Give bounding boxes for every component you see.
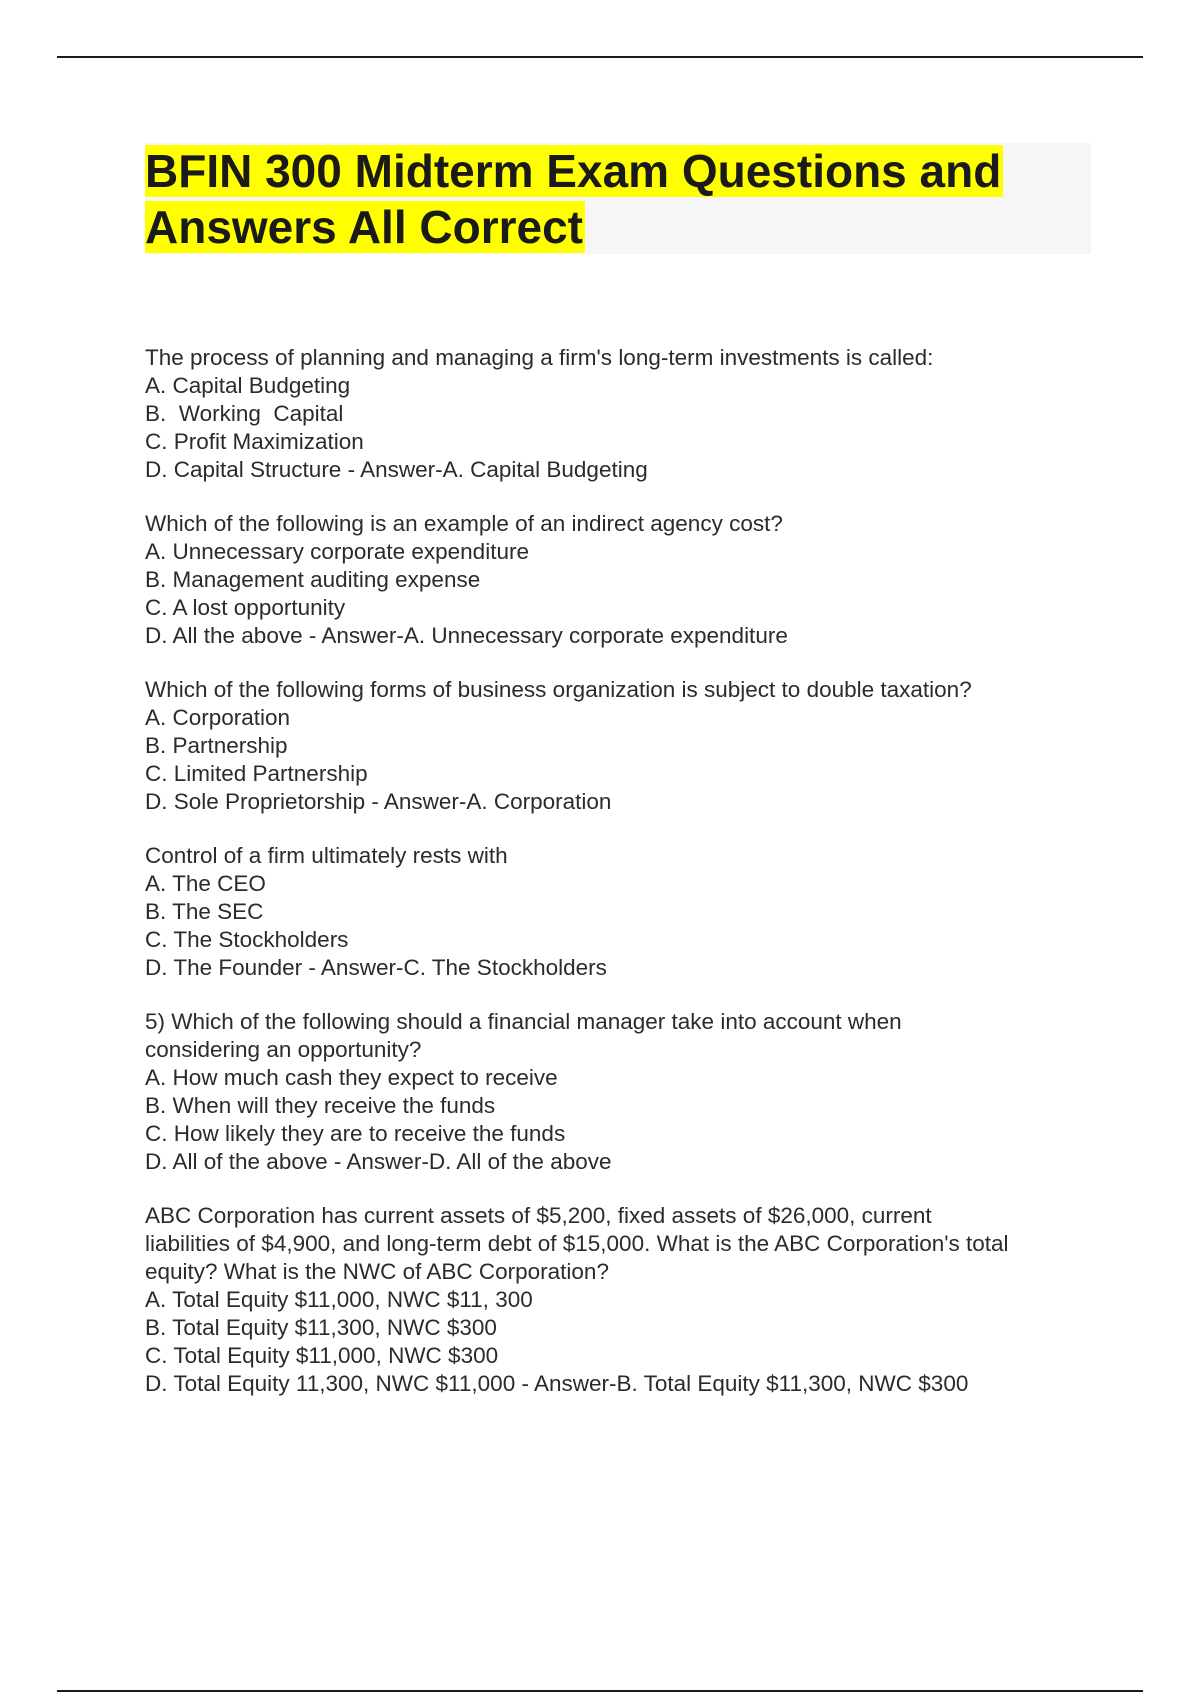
question-line: A. Total Equity $11,000, NWC $11, 300 — [145, 1287, 533, 1312]
title-block — [145, 143, 1091, 254]
question-line: D. All of the above - Answer-D. All of the above — [145, 1149, 612, 1174]
question-block — [145, 510, 1105, 650]
question-line: A. Capital Budgeting — [145, 373, 351, 398]
question-block — [145, 1202, 1105, 1398]
question-line: B. Management auditing expense — [145, 567, 481, 592]
question-text: 5) Which of the following should a financial manager take into account when — [145, 1009, 902, 1034]
question-line: D. All the above - Answer-A. Unnecessary corporate expenditure — [145, 623, 788, 648]
bottom-rule — [57, 1690, 1143, 1692]
question-line: C. Profit Maximization — [145, 429, 364, 454]
question-line: D. The Founder - Answer-C. The Stockholders — [145, 955, 607, 980]
question-line: A. Unnecessary corporate expenditure — [145, 539, 529, 564]
question-line: A. Corporation — [145, 705, 291, 730]
question-text: The process of planning and managing a firm's long-term investments is called: — [145, 345, 934, 370]
question-line: D. Sole Proprietorship - Answer-A. Corporation — [145, 789, 612, 814]
top-rule — [57, 56, 1143, 58]
question-line: D. Total Equity 11,300, NWC $11,000 - Answer-B. Total Equity $11,300, NWC $300 — [145, 1371, 969, 1396]
question-text: Which of the following is an example of an indirect agency cost? — [145, 511, 783, 536]
page-title — [145, 143, 1091, 255]
question-line: B. Working Capital — [145, 401, 344, 426]
question-text: Which of the following forms of business organization is subject to double taxation? — [145, 677, 972, 702]
question-line: liabilities of $4,900, and long-term debt of $15,000. What is the ABC Corporation's total — [145, 1231, 1009, 1256]
question-line: B. Partnership — [145, 733, 288, 758]
question-block — [145, 344, 1105, 484]
question-line: C. A lost opportunity — [145, 595, 346, 620]
question-line: B. When will they receive the funds — [145, 1093, 496, 1118]
question-line: C. How likely they are to receive the funds — [145, 1121, 566, 1146]
question-line: considering an opportunity? — [145, 1037, 422, 1062]
question-line: C. Total Equity $11,000, NWC $300 — [145, 1343, 499, 1368]
title-line-1: BFIN 300 Midterm Exam Questions and — [145, 145, 1002, 197]
question-line: A. How much cash they expect to receive — [145, 1065, 558, 1090]
question-line: B. Total Equity $11,300, NWC $300 — [145, 1315, 497, 1340]
question-block — [145, 676, 1105, 816]
question-block — [145, 1008, 1105, 1176]
question-line: B. The SEC — [145, 899, 264, 924]
question-line: equity? What is the NWC of ABC Corporation? — [145, 1259, 609, 1284]
question-line: C. The Stockholders — [145, 927, 349, 952]
question-list — [145, 344, 1105, 1424]
question-line: D. Capital Structure - Answer-A. Capital Budgeting — [145, 457, 648, 482]
title-line-2: Answers All Correct — [145, 201, 583, 253]
question-block — [145, 842, 1105, 982]
question-text: Control of a firm ultimately rests with — [145, 843, 508, 868]
question-line: A. The CEO — [145, 871, 266, 896]
question-line: C. Limited Partnership — [145, 761, 368, 786]
question-text: ABC Corporation has current assets of $5,200, fixed assets of $26,000, current — [145, 1203, 932, 1228]
